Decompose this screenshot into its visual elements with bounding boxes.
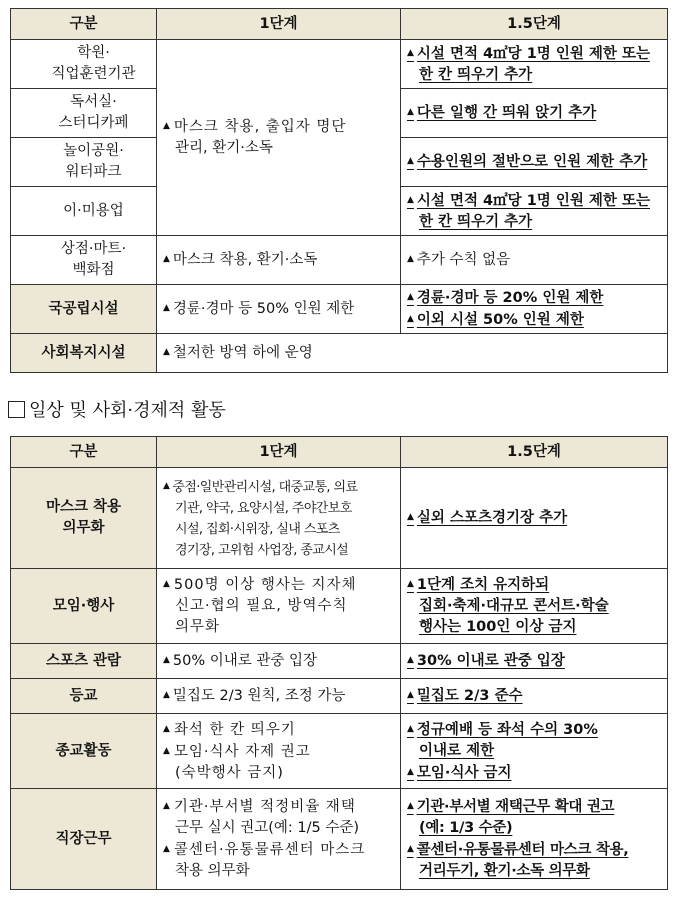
triangle-bullet-icon: ▲ [407, 156, 414, 166]
cell-text: 정규예배 등 좌석 수의 30% [416, 721, 598, 738]
triangle-bullet-icon: ▲ [407, 690, 414, 700]
cell-text: 한 칸 띄우기 추가 [419, 66, 533, 83]
table-row [11, 40, 668, 89]
stage15-cell [401, 679, 668, 714]
row-label [11, 89, 157, 138]
merged-stage1-cell [157, 40, 401, 236]
table-row [11, 569, 668, 644]
triangle-bullet-icon: ▲ [163, 844, 171, 854]
header-category: 구분 [11, 9, 157, 40]
cell-text: 추가 수칙 없음 [416, 252, 511, 268]
triangle-bullet-icon: ▲ [163, 121, 171, 131]
cell-text: 철저한 방역 하에 운영 [172, 345, 313, 361]
label-line: 스포츠 관람 [45, 652, 122, 669]
label-line: 종교활동 [55, 742, 112, 759]
cell-text: 한 칸 띄우기 추가 [419, 213, 533, 230]
triangle-bullet-icon: ▲ [407, 766, 414, 777]
table-header-row [11, 437, 668, 468]
table-row [11, 644, 668, 679]
cell-text: 콜센터·유통물류센터 마스크 착용, [416, 842, 629, 858]
cell-text: 500명 이상 행사는 지자체 [173, 577, 357, 593]
triangle-bullet-icon: ▲ [407, 314, 414, 324]
stage15-cell [401, 569, 668, 644]
cell-text: 근무 실시 권고(예: 1/5 수준) [175, 820, 360, 836]
cell-text: 콜센터·유통물류센터 마스크 [173, 842, 366, 858]
table-row [11, 714, 668, 789]
stage15-cell [401, 714, 668, 789]
triangle-bullet-icon: ▲ [407, 844, 414, 854]
label-line: 학원· [77, 45, 110, 61]
cell-text: 좌석 한 칸 띄우기 [173, 721, 296, 738]
triangle-bullet-icon: ▲ [407, 254, 414, 264]
merged-stage-cell [157, 334, 668, 373]
triangle-bullet-icon: ▲ [163, 254, 170, 264]
header-category: 구분 [11, 437, 157, 468]
empty-checkbox-icon [8, 401, 25, 418]
cell-text: 중점·일반관리시설, 대중교통, 의료 [172, 479, 358, 495]
stage15-cell [401, 644, 668, 679]
cell-text: 행사는 100인 이상 금지 [419, 619, 577, 635]
triangle-bullet-icon: ▲ [407, 801, 414, 811]
label-line: 등교 [69, 687, 98, 704]
cell-text: (숙박행사 금지) [175, 764, 284, 781]
label-line: 직업훈련기관 [51, 66, 136, 82]
stage1-cell [157, 714, 401, 789]
cell-text: 실외 스포츠경기장 추가 [416, 510, 568, 526]
label-line: 독서실· [70, 94, 117, 110]
cell-text: 경기장, 고위험 사업장, 종교시설 [175, 542, 349, 558]
label-line: 마스크 착용 [45, 499, 122, 515]
triangle-bullet-icon: ▲ [163, 801, 171, 811]
label-line: 국공립시설 [48, 300, 119, 317]
row-label [11, 714, 157, 789]
row-label [11, 40, 157, 89]
cell-text: 마스크 착용, 환기·소독 [172, 252, 318, 268]
header-stage15: 1.5단계 [401, 437, 668, 468]
cell-text: 50% 이내로 관중 입장 [172, 653, 318, 669]
table-row [11, 468, 668, 569]
row-label [11, 644, 157, 679]
cell-text: 기관·부서별 재택근무 확대 권고 [416, 799, 615, 815]
label-line: 놀이공원· [63, 143, 124, 159]
cell-text: 30% 이내로 관중 입장 [416, 653, 565, 669]
section-heading [8, 396, 226, 422]
row-label [11, 236, 157, 285]
cell-text: 집회·축제·대규모 콘서트·학술 [419, 598, 609, 614]
triangle-bullet-icon: ▲ [407, 292, 414, 302]
label-line: 상점·마트· [60, 241, 127, 257]
header-stage15: 1.5단계 [401, 9, 668, 40]
triangle-bullet-icon: ▲ [163, 723, 171, 734]
stage1-cell [157, 644, 401, 679]
triangle-bullet-icon: ▲ [407, 107, 414, 117]
stage15-cell [401, 236, 668, 285]
cell-text: 수용인원의 절반으로 인원 제한 추가 [416, 154, 648, 170]
stage1-cell [157, 789, 401, 890]
cell-text: 모임·식사 금지 [416, 764, 512, 781]
cell-text: 밀집도 2/3 준수 [416, 688, 523, 704]
stage15-cell [401, 789, 668, 890]
table-row [11, 334, 668, 373]
cell-text: 이외 시설 50% 인원 제한 [416, 312, 584, 328]
triangle-bullet-icon: ▲ [407, 579, 414, 589]
triangle-bullet-icon: ▲ [407, 655, 414, 665]
header-stage1: 1단계 [157, 9, 401, 40]
triangle-bullet-icon: ▲ [407, 47, 414, 58]
cell-text: 기관, 약국, 요양시설, 주야간보호 [175, 500, 352, 516]
table-row [11, 789, 668, 890]
triangle-bullet-icon: ▲ [407, 194, 414, 205]
triangle-bullet-icon: ▲ [407, 512, 414, 522]
label-line: 스터디카페 [58, 115, 129, 131]
stage15-cell [401, 40, 668, 89]
stage15-cell [401, 187, 668, 236]
cell-text: 의무화 [175, 619, 221, 635]
cell-text: 경륜·경마 등 50% 인원 제한 [172, 301, 355, 317]
stage15-cell [401, 468, 668, 569]
cell-text: 신고·협의 필요, 방역수칙 [175, 598, 348, 614]
label-line: 의무화 [62, 520, 105, 536]
facility-measures-table [10, 8, 668, 373]
label-line: 워터파크 [65, 164, 122, 180]
cell-text: 이내로 제한 [419, 742, 495, 759]
triangle-bullet-icon: ▲ [163, 347, 170, 357]
cell-text: (예: 1/3 수준) [419, 820, 513, 836]
cell-text: 시설 면적 4㎡당 1명 인원 제한 또는 [416, 45, 650, 62]
cell-text: 관리, 환기·소독 [175, 140, 273, 156]
triangle-bullet-icon: ▲ [407, 723, 414, 734]
triangle-bullet-icon: ▲ [163, 480, 170, 491]
row-label [11, 468, 157, 569]
label-line: 모임·행사 [52, 597, 115, 614]
cell-text: 밀집도 2/3 원칙, 조정 가능 [172, 688, 346, 704]
triangle-bullet-icon: ▲ [163, 745, 171, 756]
stage1-cell [157, 468, 401, 569]
cell-text: 거리두기, 환기·소독 의무화 [419, 863, 590, 879]
cell-text: 다른 일행 간 띄워 앉기 추가 [416, 105, 597, 121]
section-heading-text: 일상 및 사회·경제적 활동 [29, 400, 226, 421]
triangle-bullet-icon: ▲ [163, 579, 171, 589]
stage15-cell [401, 89, 668, 138]
label-line: 백화점 [72, 262, 115, 278]
row-label [11, 789, 157, 890]
cell-text: 1단계 조치 유지하되 [416, 577, 550, 593]
triangle-bullet-icon: ▲ [163, 690, 170, 700]
stage1-cell [157, 285, 401, 334]
cell-text: 마스크 착용, 출입자 명단 [173, 119, 347, 135]
triangle-bullet-icon: ▲ [163, 655, 170, 665]
stage1-cell [157, 236, 401, 285]
cell-text: 시설 면적 4㎡당 1명 인원 제한 또는 [416, 192, 650, 209]
table-row [11, 679, 668, 714]
row-label [11, 569, 157, 644]
row-label [11, 138, 157, 187]
row-label [11, 285, 157, 334]
label-line: 직장근무 [55, 830, 112, 847]
row-label [11, 334, 157, 373]
cell-text: 착용 의무화 [175, 863, 250, 879]
label-line: 이·미용업 [63, 202, 124, 219]
cell-text: 모임·식사 자제 권고 [173, 743, 311, 760]
daily-activity-measures-table [10, 436, 668, 890]
row-label [11, 187, 157, 236]
stage1-cell [157, 569, 401, 644]
row-label [11, 679, 157, 714]
table-row [11, 285, 668, 334]
stage15-cell [401, 285, 668, 334]
stage15-cell [401, 138, 668, 187]
stage1-cell [157, 679, 401, 714]
cell-text: 시설, 집회·시위장, 실내 스포츠 [175, 521, 340, 537]
table-header-row [11, 9, 668, 40]
triangle-bullet-icon: ▲ [163, 303, 170, 313]
cell-text: 경륜·경마 등 20% 인원 제한 [416, 290, 604, 306]
table-row [11, 236, 668, 285]
cell-text: 기관·부서별 적정비율 재택 [173, 799, 356, 815]
header-stage1: 1단계 [157, 437, 401, 468]
label-line: 사회복지시설 [41, 344, 126, 361]
